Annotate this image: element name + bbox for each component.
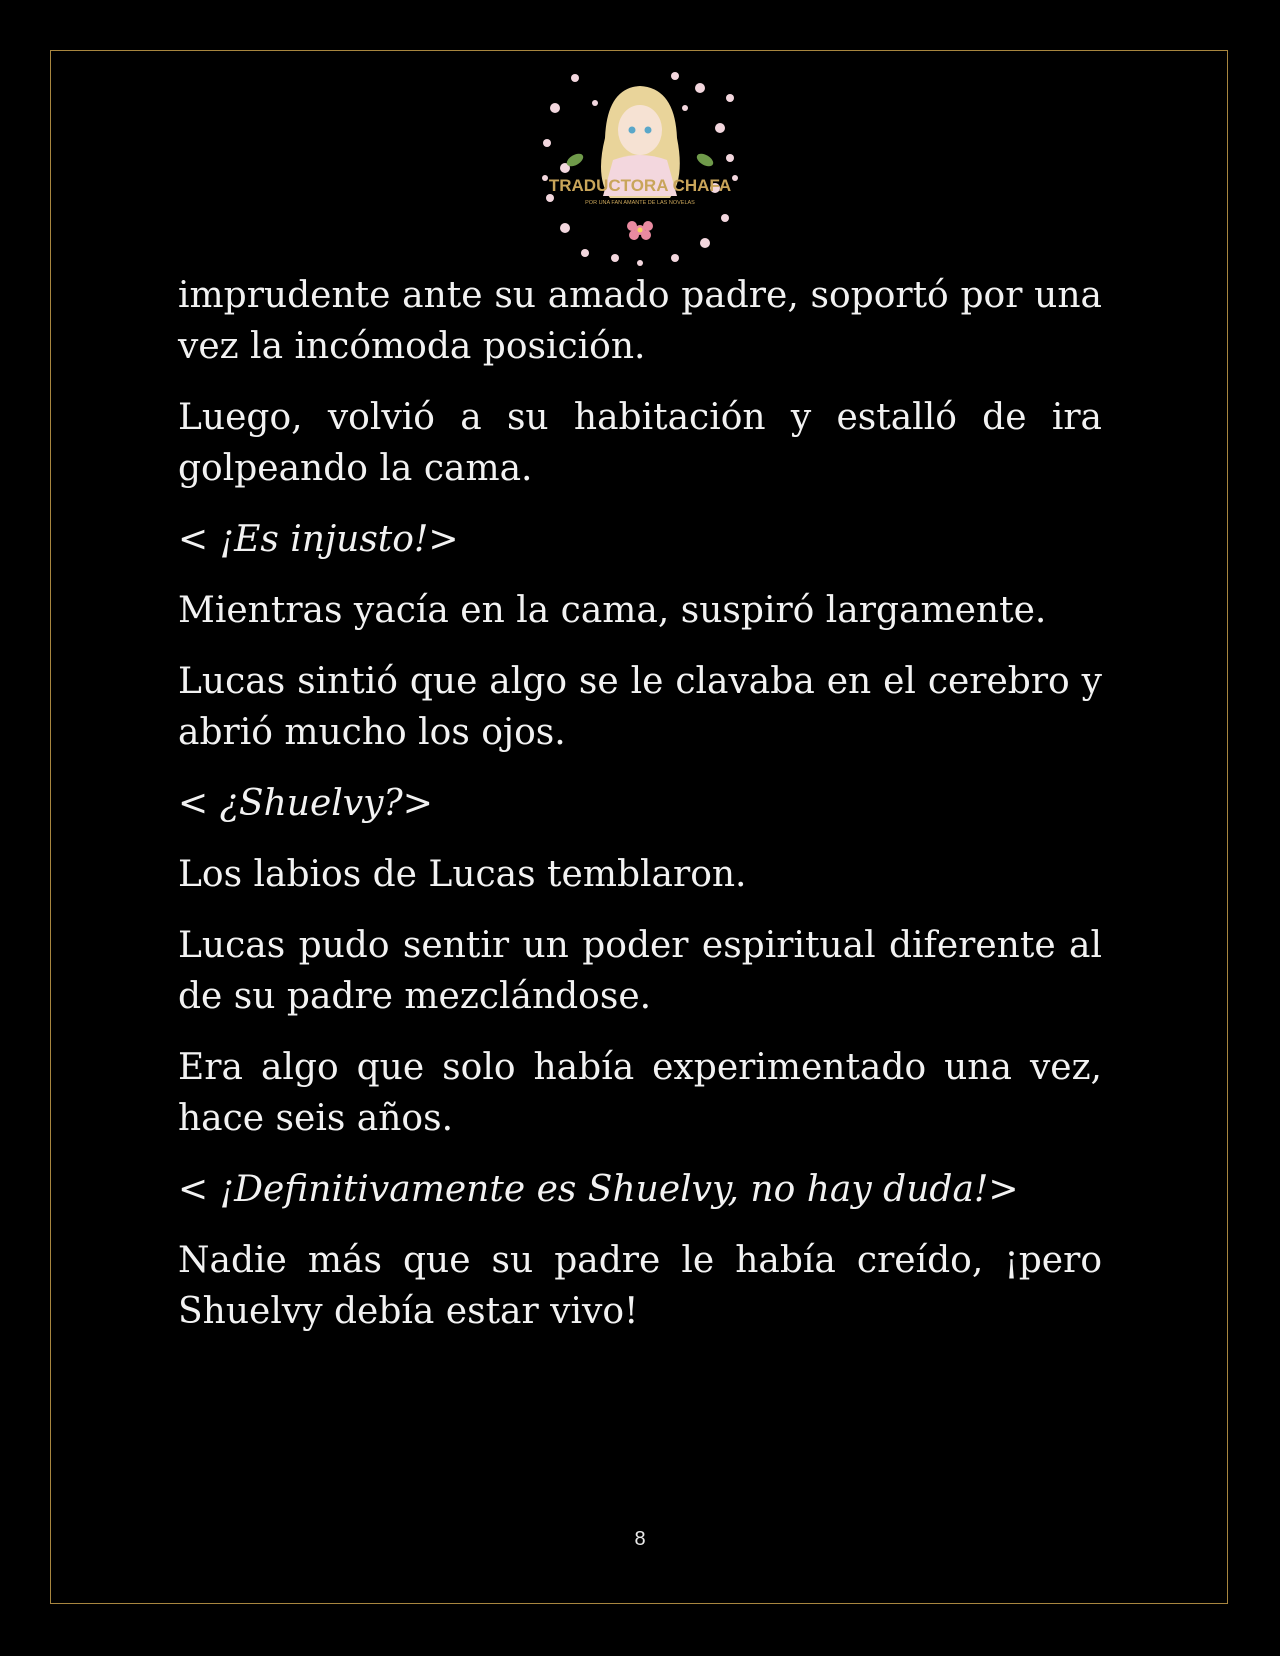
page-number: 8 <box>634 1528 646 1550</box>
thought-line: < ¡Es injusto!> <box>178 519 459 560</box>
paragraph: Lucas sintió que algo se le clavaba en el cerebro y abrió mucho los ojos. <box>178 661 1102 753</box>
paragraph: Mientras yacía en la cama, suspiró largamente. <box>178 590 1047 631</box>
paragraph: imprudente ante su amado padre, soportó por una vez la incómoda posición. <box>178 275 1102 367</box>
page-body <box>178 270 1102 1357</box>
paragraph: Lucas pudo sentir un poder espiritual diferente al de su padre mezclándose. <box>178 925 1102 1017</box>
paragraph: Los labios de Lucas temblaron. <box>178 854 747 895</box>
translator-logo <box>535 68 745 268</box>
paragraph: Nadie más que su padre le había creído, ¡pero Shuelvy debía estar vivo! <box>178 1240 1102 1332</box>
thought-line: < ¿Shuelvy?> <box>178 783 433 824</box>
paragraph: Era algo que solo había experimentado una vez, hace seis años. <box>178 1047 1102 1139</box>
paragraph: Luego, volvió a su habitación y estalló de ira golpeando la cama. <box>178 397 1102 489</box>
logo-title: TRADUCTORA CHAFA <box>548 176 732 195</box>
thought-line: < ¡Definitivamente es Shuelvy, no hay duda!> <box>178 1169 1019 1210</box>
logo-subtitle: POR UNA FAN AMANTE DE LAS NOVELAS <box>585 200 695 206</box>
